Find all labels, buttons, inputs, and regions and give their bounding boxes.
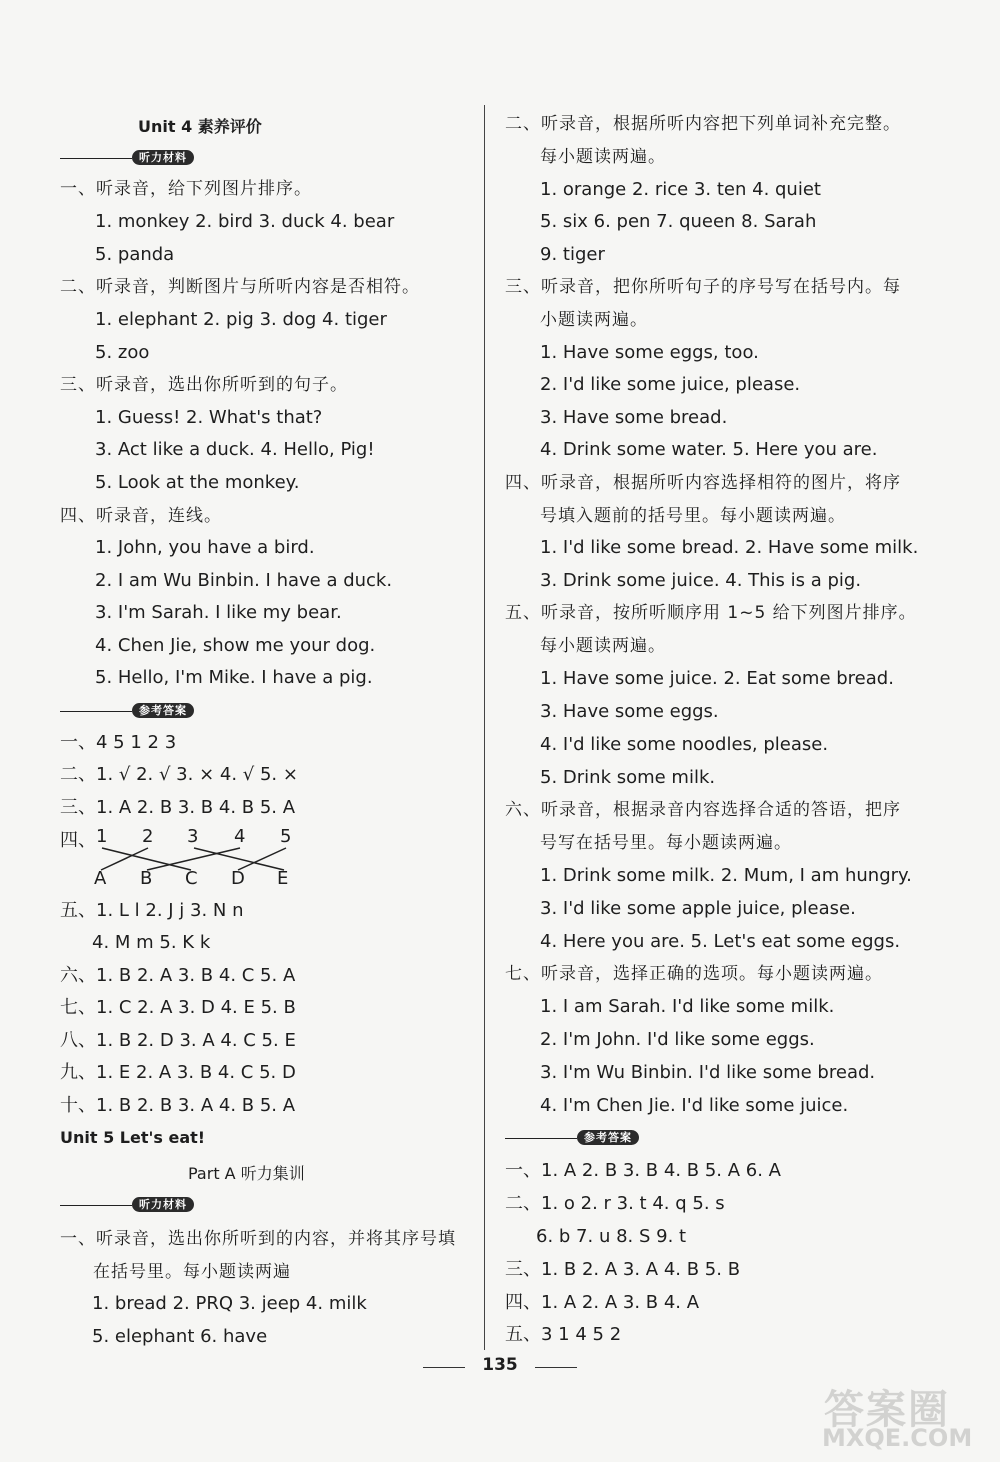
unit-5-heading: Unit 5 Let's eat! [60,1128,206,1147]
transcript-line: 1. orange 2. rice 3. ten 4. quiet [540,179,821,200]
diagram-bottom-label: D [231,868,245,889]
answer-line: 九、1. E 2. A 3. B 4. C 5. D [60,1062,296,1083]
transcript-line: 2. I am Wu Binbin. I have a duck. [95,570,393,591]
transcript-line: 5. six 6. pen 7. queen 8. Sarah [540,211,817,232]
section-heading: 四、听录音，连线。 [60,506,222,526]
transcript-line: 9. tiger [540,244,605,265]
part-a-heading: Part A 听力集训 [188,1164,305,1183]
transcript-line: 3. I'd like some apple juice, please. [540,898,856,919]
transcript-line: 5. Hello, I'm Mike. I have a pig. [95,667,373,688]
transcript-line: 1. I am Sarah. I'd like some milk. [540,996,835,1017]
transcript-line: 3. I'm Wu Binbin. I'd like some bread. [540,1062,876,1083]
column-divider [484,105,485,1350]
section-heading: 五、听录音，按所听顺序用 1~5 给下列图片排序。 [505,603,917,623]
transcript-line: 3. Act like a duck. 4. Hello, Pig! [95,439,375,460]
section-heading-cont: 每小题读两遍。 [540,147,666,167]
transcript-line: 4. Here you are. 5. Let's eat some eggs. [540,931,901,952]
diagram-top-label: 3 [187,826,199,847]
section-heading-cont: 号填入题前的括号里。每小题读两遍。 [540,506,846,526]
answer-line: 4. M m 5. K k [92,932,211,953]
section-heading-cont: 号写在括号里。每小题读两遍。 [540,833,792,853]
answer-line: 七、1. C 2. A 3. D 4. E 5. B [60,997,296,1018]
answer-line: 十、1. B 2. B 3. A 4. B 5. A [60,1095,296,1116]
answer-line: 三、1. B 2. A 3. A 4. B 5. B [505,1259,741,1280]
diagram-bottom-label: C [185,868,198,889]
transcript-line: 1. Guess! 2. What's that? [95,407,323,428]
transcript-line: 5. Look at the monkey. [95,472,300,493]
transcript-line: 3. Have some eggs. [540,701,719,722]
transcript-line: 4. Chen Jie, show me your dog. [95,635,376,656]
listening-material-tag: 听力材料 [132,150,194,165]
page-title: Unit 4 素养评价 [138,117,262,136]
transcript-line: 1. Have some eggs, too. [540,342,759,363]
answer-line: 一、4 5 1 2 3 [60,732,177,753]
diagram-top-label: 2 [142,826,154,847]
answers-tag-row [60,703,210,719]
transcript-line: 3. Drink some juice. 4. This is a pig. [540,570,862,591]
transcript-line: 4. I'm Chen Jie. I'd like some juice. [540,1095,849,1116]
diagram-top-label: 4 [234,826,246,847]
section-heading: 二、听录音，根据所听内容把下列单词补充完整。 [505,114,901,134]
matching-diagram [60,826,320,890]
transcript-line: 5. panda [95,244,175,265]
transcript-line: 1. I'd like some bread. 2. Have some milk. [540,537,919,558]
diagram-bottom-label: E [277,868,289,889]
section-heading: 一、听录音，选出你所听到的内容，并将其序号填 [60,1229,456,1249]
section-heading-cont: 小题读两遍。 [540,310,648,330]
answer-line: 一、1. A 2. B 3. B 4. B 5. A 6. A [505,1160,781,1181]
transcript-line: 3. I'm Sarah. I like my bear. [95,602,342,623]
transcript-line: 1. Drink some milk. 2. Mum, I am hungry. [540,865,912,886]
page-number-rule-right [535,1367,577,1368]
watermark-url: MXQE.COM [822,1424,973,1452]
site-watermark [818,1378,988,1458]
answer-line: 六、1. B 2. A 3. B 4. C 5. A [60,965,296,986]
diagram-prefix: 四、 [60,830,96,851]
transcript-line: 5. elephant 6. have [92,1326,268,1347]
transcript-line: 4. I'd like some noodles, please. [540,734,829,755]
answers-tag-row-2 [505,1130,665,1146]
listening-tag-row [60,150,210,166]
section-heading: 六、听录音，根据录音内容选择合适的答语，把序 [505,800,901,820]
listening-material-tag: 听力材料 [132,1197,194,1212]
answer-line: 三、1. A 2. B 3. B 4. B 5. A [60,797,296,818]
section-heading: 三、听录音，选出你所听到的句子。 [60,375,348,395]
section-heading: 二、听录音，判断图片与所听内容是否相符。 [60,277,420,297]
section-heading-cont: 每小题读两遍。 [540,636,666,656]
answer-line: 八、1. B 2. D 3. A 4. C 5. E [60,1030,296,1051]
diagram-top-label: 5 [280,826,292,847]
transcript-line: 1. bread 2. PRQ 3. jeep 4. milk [92,1293,367,1314]
transcript-line: 4. Drink some water. 5. Here you are. [540,439,878,460]
diagram-top-label: 1 [96,826,108,847]
section-heading: 七、听录音，选择正确的选项。每小题读两遍。 [505,964,883,984]
answer-key-tag: 参考答案 [132,703,194,718]
transcript-line: 1. monkey 2. bird 3. duck 4. bear [95,211,395,232]
answer-line: 二、1. o 2. r 3. t 4. q 5. s [505,1193,725,1214]
answer-line: 二、1. √ 2. √ 3. × 4. √ 5. × [60,764,298,785]
transcript-line: 1. Have some juice. 2. Eat some bread. [540,668,894,689]
section-heading: 四、听录音，根据所听内容选择相符的图片，将序 [505,473,901,493]
listening-tag-row-2 [60,1197,210,1213]
transcript-line: 3. Have some bread. [540,407,728,428]
transcript-line: 5. zoo [95,342,150,363]
diagram-bottom-label: A [94,868,107,889]
section-heading: 一、听录音，给下列图片排序。 [60,179,312,199]
transcript-line: 2. I'm John. I'd like some eggs. [540,1029,815,1050]
watermark-logo-text: 答案圈 [824,1387,950,1433]
transcript-line: 1. John, you have a bird. [95,537,315,558]
diagram-bottom-label: B [140,868,153,889]
answer-line: 6. b 7. u 8. S 9. t [536,1226,687,1247]
answer-key-tag: 参考答案 [577,1130,639,1145]
page-number: 135 [482,1355,518,1375]
transcript-line: 1. elephant 2. pig 3. dog 4. tiger [95,309,387,330]
transcript-line: 2. I'd like some juice, please. [540,374,801,395]
answer-line: 五、3 1 4 5 2 [505,1324,622,1345]
answer-line: 五、1. L l 2. J j 3. N n [60,900,244,921]
transcript-line: 5. Drink some milk. [540,767,716,788]
section-heading: 三、听录音，把你所听句子的序号写在括号内。每 [505,277,901,297]
section-heading-cont: 在括号里。每小题读两遍 [93,1262,291,1282]
answer-line: 四、1. A 2. A 3. B 4. A [505,1292,700,1313]
